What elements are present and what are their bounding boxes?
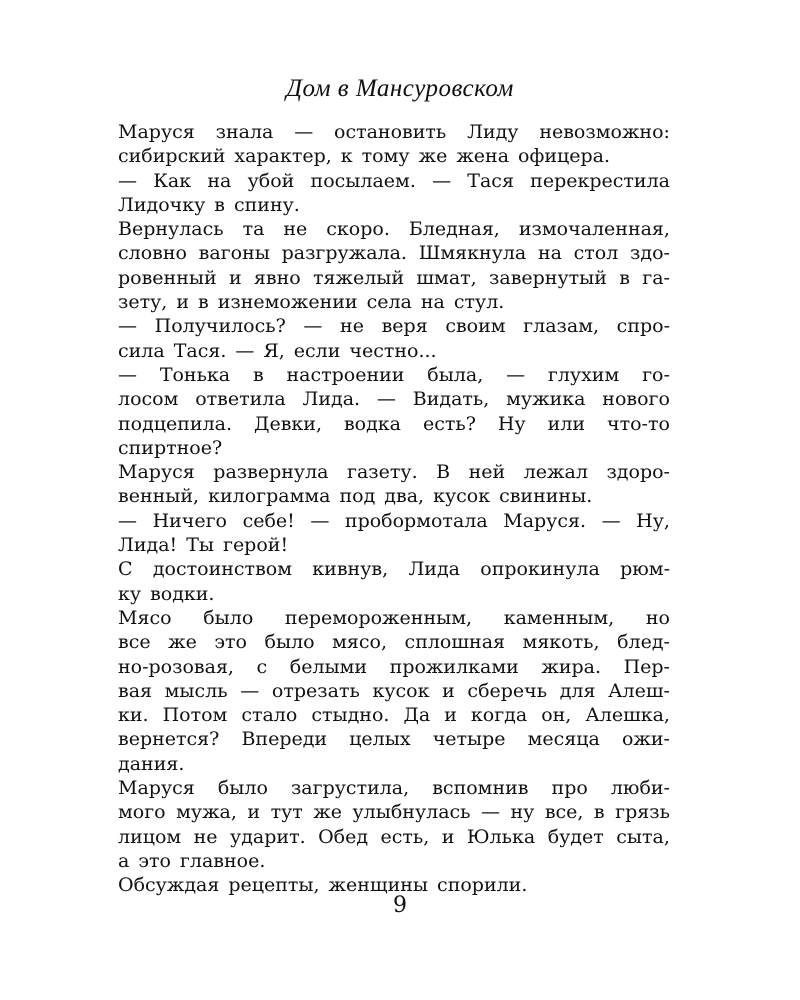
text-line: словно вагоны разгружала. Шмякнула на стол здо- [118, 242, 670, 265]
text-line: спиртное? [118, 436, 223, 459]
text-line: Маруся было загрустила, вспомнив про люби- [118, 777, 670, 800]
text-line: сибирский характер, к тому же жена офицера. [118, 145, 611, 168]
text-line: сила Тася. — Я, если честно... [118, 339, 437, 362]
text-line: — Тонька в настроении была, — глухим го- [118, 363, 670, 386]
text-line: а это главное. [118, 849, 266, 872]
text-line: Вернулась та не скоро. Бледная, измочаленная, [118, 218, 670, 241]
text-line: ровенный и явно тяжелый шмат, завернутый в га- [118, 266, 670, 289]
text-line: С достоинством кивнув, Лида опрокинула рюм- [118, 558, 670, 581]
body-text [118, 120, 670, 898]
text-line: ку водки. [118, 582, 215, 605]
text-line: мого мужа, и тут же улыбнулась — ну все, в грязь [118, 801, 670, 824]
text-line: Лида! Ты герой! [118, 534, 289, 557]
text-line: — Как на убой посылаем. — Тася перекрестила [118, 169, 670, 192]
text-line: Мясо было перемороженным, каменным, но [118, 606, 670, 629]
text-line: — Ничего себе! — пробормотала Маруся. — Ну, [118, 509, 670, 532]
text-line: все же это было мясо, сплошная мякоть, блед- [118, 631, 670, 654]
text-line: Обсуждая рецепты, женщины спорили. [118, 874, 528, 897]
running-title: Дом в Мансуровском [286, 75, 514, 102]
text-line: но-розовая, с белыми прожилками жира. Пер- [118, 655, 670, 678]
text-line: венный, килограмма под два, кусок свинины. [118, 485, 593, 508]
text-line: дания. [118, 752, 185, 775]
text-line: зету, и в изнеможении села на стул. [118, 291, 505, 314]
text-line: — Получилось? — не веря своим глазам, спро- [118, 315, 670, 338]
text-line: лицом не ударит. Обед есть, и Юлька будет сыта, [118, 825, 670, 848]
text-line: подцепила. Девки, водка есть? Ну или что-то [118, 412, 670, 435]
text-line: Маруся знала — остановить Лиду невозможно: [118, 121, 670, 143]
text-line: вернется? Впереди целых четыре месяца ожи- [118, 728, 670, 751]
text-line: вая мысль — отрезать кусок и сберечь для Алеш- [118, 679, 670, 702]
page-number: 9 [393, 893, 407, 918]
text-line: ки. Потом стало стыдно. Да и когда он, Алешка, [118, 704, 670, 727]
text-line: Лидочку в спину. [118, 193, 300, 216]
text-line: Маруся развернула газету. В ней лежал здоро- [118, 461, 670, 484]
text-line: лосом ответила Лида. — Видать, мужика нового [118, 388, 670, 411]
